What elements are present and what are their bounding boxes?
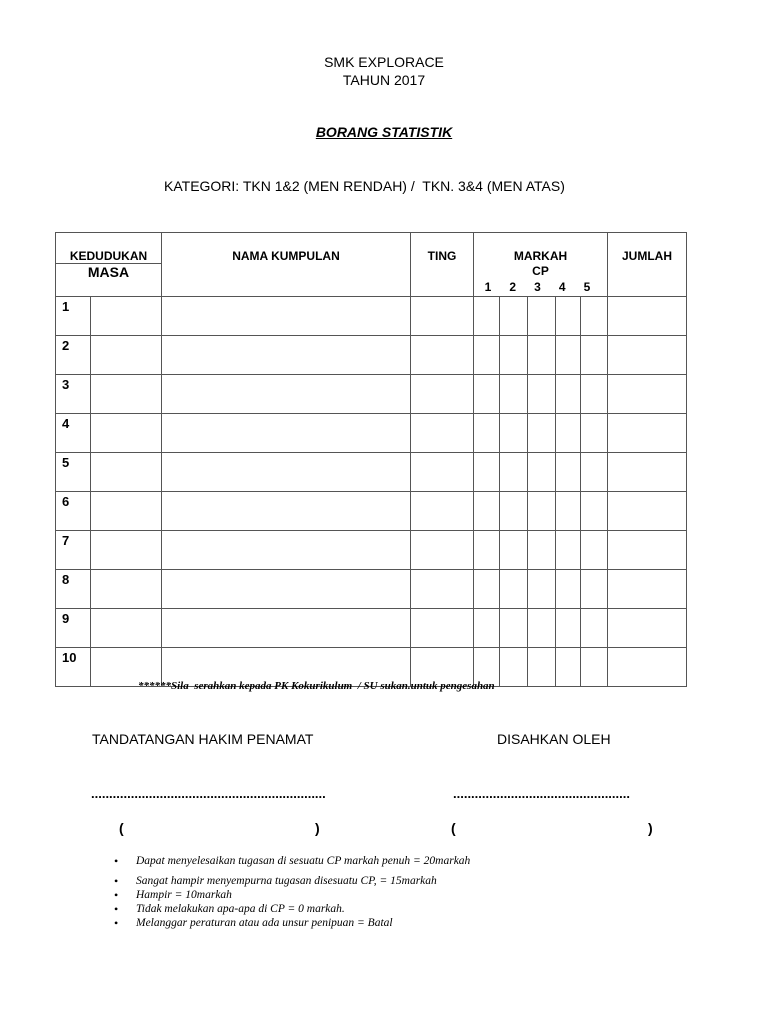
header-markah [474,233,608,297]
cp5-cell[interactable] [581,609,608,648]
cp5-cell[interactable] [581,414,608,453]
group-name-cell[interactable] [162,453,411,492]
cp3-cell[interactable] [528,414,556,453]
cp4-cell[interactable] [556,492,581,531]
form-cell[interactable] [411,375,474,414]
group-name-cell[interactable] [162,414,411,453]
header-jumlah: JUMLAH [608,233,687,297]
table-row [56,414,687,453]
rule-item: • Dapat menyelesaikan tugasan di sesuatu CP markah penuh = 20markah [108,854,470,868]
cp2-cell[interactable] [500,297,528,336]
table-row [56,492,687,531]
signature-line-approved[interactable]: ................................................. [453,786,630,801]
rank-cell: 1 [56,297,91,336]
time-cell[interactable] [91,297,162,336]
cp-label: CP [532,264,549,278]
total-cell[interactable] [608,414,687,453]
cp4-cell[interactable] [556,453,581,492]
cp5-cell[interactable] [581,531,608,570]
group-name-cell[interactable] [162,609,411,648]
cp3-cell[interactable] [528,570,556,609]
cp3-cell[interactable] [528,453,556,492]
name-paren-close-approved: ) [648,820,653,836]
statistics-table [55,232,687,687]
signature-label-judge: TANDATANGAN HAKIM PENAMAT [92,731,314,747]
total-cell[interactable] [608,492,687,531]
cp3-cell[interactable] [528,531,556,570]
cp2-cell[interactable] [500,336,528,375]
rank-cell: 7 [56,531,91,570]
cp2-cell[interactable] [500,648,528,687]
time-cell[interactable] [91,570,162,609]
time-cell[interactable] [91,414,162,453]
group-name-cell[interactable] [162,570,411,609]
cp4-cell[interactable] [556,648,581,687]
category-line: KATEGORI: TKN 1&2 (MEN RENDAH) / TKN. 3&4 (MEN ATAS) [164,178,565,194]
cp5-cell[interactable] [581,297,608,336]
rank-cell: 2 [56,336,91,375]
cp4-cell[interactable] [556,414,581,453]
cp4-cell[interactable] [556,531,581,570]
table-body [56,297,687,687]
table-row [56,609,687,648]
name-paren-open-judge: ( [119,820,124,836]
cp5-cell[interactable] [581,375,608,414]
time-cell[interactable] [91,492,162,531]
header-masa: MASA [56,264,162,297]
table-row [56,375,687,414]
form-cell[interactable] [411,414,474,453]
cp1-cell[interactable] [474,609,500,648]
total-cell[interactable] [608,453,687,492]
cp5-cell[interactable] [581,492,608,531]
rank-cell: 9 [56,609,91,648]
cp3-cell[interactable] [528,336,556,375]
table-row [56,453,687,492]
cp2-cell[interactable] [500,609,528,648]
group-name-cell[interactable] [162,336,411,375]
total-cell[interactable] [608,336,687,375]
cp1-cell[interactable] [474,297,500,336]
rank-cell: 3 [56,375,91,414]
rank-cell: 8 [56,570,91,609]
cp5-cell[interactable] [581,453,608,492]
marking-rules-list [108,854,470,930]
cp-number: 2 [509,280,517,294]
total-cell[interactable] [608,648,687,687]
rule-item: • Hampir = 10markah [108,888,470,902]
header-kedudukan: KEDUDUKAN [56,233,162,264]
form-cell[interactable] [411,609,474,648]
time-cell[interactable] [91,336,162,375]
rank-cell: 5 [56,453,91,492]
signature-line-judge[interactable]: ................................................................. [91,786,326,801]
cp2-cell[interactable] [500,453,528,492]
header-ting: TING [411,233,474,297]
time-cell[interactable] [91,531,162,570]
form-cell[interactable] [411,453,474,492]
cp3-cell[interactable] [528,492,556,531]
form-cell[interactable] [411,492,474,531]
group-name-cell[interactable] [162,375,411,414]
school-name: SMK EXPLORACE [324,54,444,70]
rank-cell: 4 [56,414,91,453]
group-name-cell[interactable] [162,297,411,336]
total-cell[interactable] [608,570,687,609]
cp2-cell[interactable] [500,492,528,531]
form-title: BORANG STATISTIK [315,124,453,140]
table-row [56,531,687,570]
cp2-cell[interactable] [500,375,528,414]
cp2-cell[interactable] [500,414,528,453]
form-cell[interactable] [411,531,474,570]
cp-number: 1 [484,280,492,294]
cp1-cell[interactable] [474,414,500,453]
signature-label-approved: DISAHKAN OLEH [497,731,611,747]
group-name-cell[interactable] [162,531,411,570]
cp3-cell[interactable] [528,375,556,414]
cp4-cell[interactable] [556,570,581,609]
table-row [56,297,687,336]
cp3-cell[interactable] [528,297,556,336]
table-row [56,336,687,375]
name-paren-close-judge: ) [315,820,320,836]
year-label: TAHUN 2017 [342,72,426,88]
cp4-cell[interactable] [556,375,581,414]
cp1-cell[interactable] [474,336,500,375]
time-cell[interactable] [91,609,162,648]
cp3-cell[interactable] [528,648,556,687]
cp-number: 3 [534,280,541,294]
cp2-cell[interactable] [500,570,528,609]
form-cell[interactable] [411,336,474,375]
cp-number: 4 [558,280,566,294]
cp5-cell[interactable] [581,570,608,609]
time-cell[interactable] [91,375,162,414]
time-cell[interactable] [91,453,162,492]
form-cell[interactable] [411,570,474,609]
cp1-cell[interactable] [474,492,500,531]
rule-item: • Sangat hampir menyempurna tugasan disesuatu CP, = 15markah [108,874,470,888]
table-row [56,570,687,609]
cp-number: 5 [583,280,591,294]
cp1-cell[interactable] [474,570,500,609]
cp4-cell[interactable] [556,336,581,375]
cp5-cell[interactable] [581,648,608,687]
header-nama-kumpulan: NAMA KUMPULAN [162,233,411,297]
group-name-cell[interactable] [162,492,411,531]
rank-cell: 10 [56,648,91,687]
cp1-cell[interactable] [474,453,500,492]
form-cell[interactable] [411,297,474,336]
markah-label: MARKAH [513,249,568,263]
total-cell[interactable] [608,609,687,648]
total-cell[interactable] [608,375,687,414]
total-cell[interactable] [608,297,687,336]
cp1-cell[interactable] [474,375,500,414]
cp3-cell[interactable] [528,609,556,648]
rule-item: • Tidak melakukan apa-apa di CP = 0 markah. [108,902,470,916]
submission-note: ******Sila serahkan kepada PK Kokurikulum / SU sukan.untuk pengesahan [138,680,495,692]
rule-item: • Melanggar peraturan atau ada unsur penipuan = Batal [108,916,470,930]
total-cell[interactable] [608,531,687,570]
name-paren-open-approved: ( [451,820,456,836]
cp1-cell[interactable] [474,531,500,570]
rank-cell: 6 [56,492,91,531]
cp4-cell[interactable] [556,609,581,648]
cp-numbers [474,280,607,295]
cp2-cell[interactable] [500,531,528,570]
cp5-cell[interactable] [581,336,608,375]
cp4-cell[interactable] [556,297,581,336]
